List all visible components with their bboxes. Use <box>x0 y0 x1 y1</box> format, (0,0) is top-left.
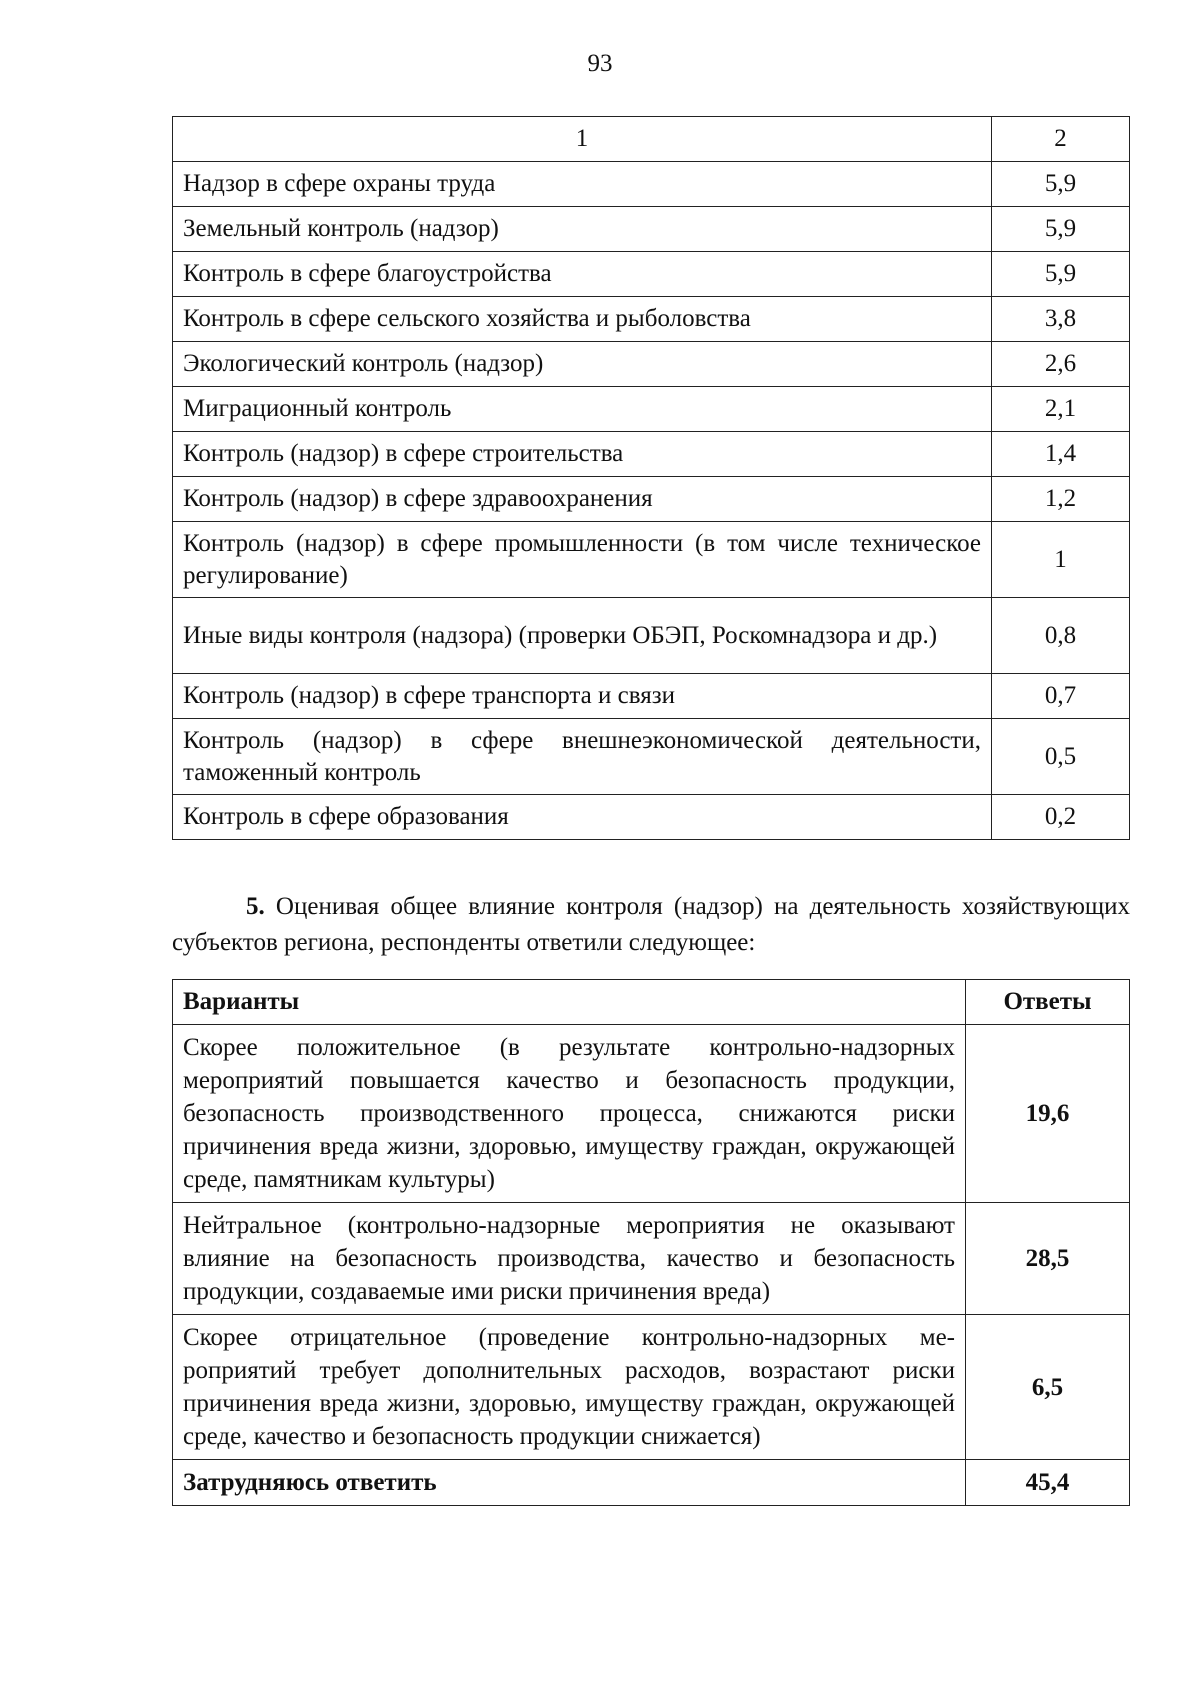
column-header-2: 2 <box>992 117 1130 162</box>
impact-assessment-table <box>172 979 1130 1506</box>
table-row <box>173 297 1130 342</box>
row-value: 1,2 <box>992 477 1130 522</box>
table-header-row <box>173 980 1130 1025</box>
table-row <box>173 432 1130 477</box>
row-value: 2,6 <box>992 342 1130 387</box>
row-value: 5,9 <box>992 162 1130 207</box>
paragraph-text: Оценивая общее влияние контроля (надзор) на деятельность хозяйствующих субъектов региона, респонденты ответили следующее: <box>172 893 1131 956</box>
row-value: 3,8 <box>992 297 1130 342</box>
section-number: 5. <box>246 893 265 920</box>
row-label: Контроль в сфере благоустройства <box>173 252 992 297</box>
row-value: 0,8 <box>992 598 1130 674</box>
row-label: Экологический контроль (надзор) <box>173 342 992 387</box>
row-label: Контроль (надзор) в сфере промышленности (в том числе техническое регулирование) <box>173 522 992 598</box>
row-value: 0,7 <box>992 674 1130 719</box>
column-header-1: 1 <box>173 117 992 162</box>
row-label: Иные виды контроля (надзора) (проверки ОБЭП, Роскомнадзора и др.) <box>173 598 992 674</box>
row-value: 45,4 <box>966 1460 1130 1506</box>
table-row <box>173 1315 1130 1460</box>
table-row <box>173 719 1130 795</box>
table-row <box>173 162 1130 207</box>
table-row <box>173 1460 1130 1506</box>
row-label: Земельный контроль (надзор) <box>173 207 992 252</box>
row-label: Контроль (надзор) в сфере строительства <box>173 432 992 477</box>
control-types-table <box>172 116 1130 840</box>
table-row <box>173 1025 1130 1203</box>
row-label: Контроль в сфере сельского хозяйства и рыболовства <box>173 297 992 342</box>
row-value: 0,5 <box>992 719 1130 795</box>
row-value: 5,9 <box>992 252 1130 297</box>
row-value: 6,5 <box>966 1315 1130 1460</box>
row-value: 1 <box>992 522 1130 598</box>
row-label: Скорее отрицательное (проведение контрольно-надзорных мероприятий требует дополнительных расходов, возрастают риски причинения вреда жизни, здоровью, имуществу граждан, окружающей среде, качество и безопасность продукции снижается) <box>173 1315 966 1460</box>
row-label: Контроль в сфере образования <box>173 795 992 840</box>
table-row <box>173 252 1130 297</box>
row-label: Затрудняюсь ответить <box>173 1460 966 1506</box>
row-label: Надзор в сфере охраны труда <box>173 162 992 207</box>
table-row <box>173 1203 1130 1315</box>
row-label: Миграционный контроль <box>173 387 992 432</box>
table-row <box>173 477 1130 522</box>
row-value: 1,4 <box>992 432 1130 477</box>
page-number: 93 <box>587 50 613 77</box>
table-row <box>173 387 1130 432</box>
row-label: Нейтральное (контрольно-надзорные мероприятия не оказывают влияние на безопасность производства, качество и безопасность продукции, создаваемые ими риски причинения вреда) <box>173 1203 966 1315</box>
row-label: Скорее положительное (в результате контрольно-надзорных мероприятий повышается качество и безопасность продукции, безопасность производственного процесса, снижаются риски причинения вреда жизни, здоровью, имуществу граждан, окружающей среде, памятникам культуры) <box>173 1025 966 1203</box>
table-row <box>173 207 1130 252</box>
row-value: 0,2 <box>992 795 1130 840</box>
row-label: Контроль (надзор) в сфере здравоохранения <box>173 477 992 522</box>
table-row <box>173 795 1130 840</box>
row-value: 2,1 <box>992 387 1130 432</box>
column-header-answers: Ответы <box>966 980 1130 1025</box>
row-label: Контроль (надзор) в сфере внешнеэкономической деятельности, таможенный контроль <box>173 719 992 795</box>
table-header-row <box>173 117 1130 162</box>
row-label: Контроль (надзор) в сфере транспорта и связи <box>173 674 992 719</box>
row-value: 5,9 <box>992 207 1130 252</box>
table-row <box>173 598 1130 674</box>
row-value: 19,6 <box>966 1025 1130 1203</box>
column-header-variants: Варианты <box>173 980 966 1025</box>
row-value: 28,5 <box>966 1203 1130 1315</box>
table-row <box>173 522 1130 598</box>
section-paragraph <box>172 889 1130 961</box>
table-row <box>173 674 1130 719</box>
table-row <box>173 342 1130 387</box>
